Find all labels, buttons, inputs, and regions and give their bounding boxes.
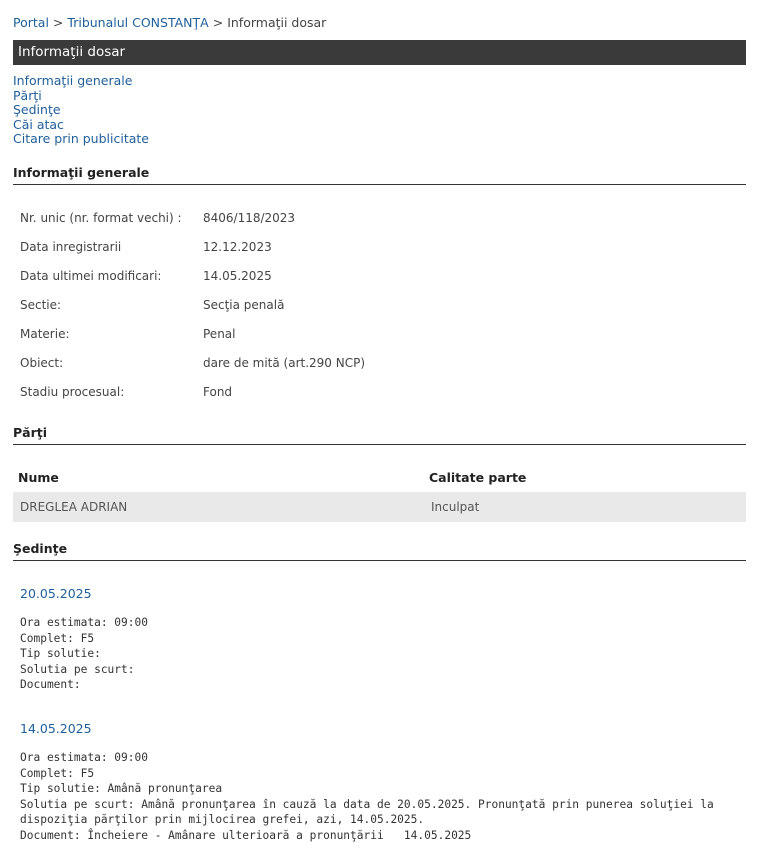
info-label: Obiect: bbox=[20, 356, 64, 370]
party-name: DREGLEA ADRIAN bbox=[20, 500, 128, 514]
table-row bbox=[13, 492, 746, 522]
hearing-panel: Complet: F5 bbox=[20, 631, 95, 645]
info-label: Stadiu procesual: bbox=[20, 385, 125, 399]
column-header-nume: Nume bbox=[18, 470, 59, 485]
info-label: Data ultimei modificari: bbox=[20, 269, 162, 283]
info-label: Nr. unic (nr. format vechi) : bbox=[20, 211, 182, 225]
breadcrumb-portal-link[interactable]: Portal bbox=[13, 15, 49, 30]
hearing-date: 14.05.2025 bbox=[20, 721, 92, 736]
nav-link-informatii-generale[interactable]: Informaţii generale bbox=[13, 73, 133, 88]
nav-link-sedinte[interactable]: Şedinţe bbox=[13, 102, 61, 118]
breadcrumb bbox=[13, 15, 326, 30]
breadcrumb-current: Informaţii dosar bbox=[227, 15, 327, 30]
hearing-document: Document: bbox=[20, 678, 81, 691]
hearing-solution-type: Tip solutie: Amână pronunţarea bbox=[20, 782, 223, 795]
info-value: Fond bbox=[203, 385, 233, 399]
nav-link-citare[interactable]: Citare prin publicitate bbox=[13, 131, 149, 147]
info-value: Penal bbox=[203, 327, 236, 341]
section-heading-informatii-generale: Informaţii generale bbox=[13, 165, 746, 185]
section-heading-sedinte: Şedinţe bbox=[13, 541, 746, 561]
hearing-solution-summary: Solutia pe scurt: Amână pronunţarea în cauză la data de 20.05.2025. Pronunţată prin punerea soluţiei la dispoziţia părţilor prin mijlocirea grefei, azi, 14.05.2025. bbox=[20, 797, 714, 826]
breadcrumb-separator: > bbox=[52, 15, 64, 30]
breadcrumb-court-link[interactable]: Tribunalul CONSTANŢA bbox=[67, 15, 209, 30]
info-value: dare de mită (art.290 NCP) bbox=[203, 356, 366, 370]
hearing-details bbox=[20, 615, 745, 693]
hearing-solution-type: Tip solutie: bbox=[20, 647, 101, 660]
info-value: 8406/118/2023 bbox=[203, 211, 296, 225]
page-title-banner: Informaţii dosar bbox=[13, 40, 746, 65]
hearing-date: 20.05.2025 bbox=[20, 586, 92, 601]
hearing-panel: Complet: F5 bbox=[20, 766, 95, 780]
section-nav bbox=[13, 74, 149, 147]
hearing-time: Ora estimata: 09:00 bbox=[20, 616, 148, 629]
info-label: Sectie: bbox=[20, 298, 62, 312]
section-heading-parti: Părţi bbox=[13, 425, 746, 445]
column-header-calitate: Calitate parte bbox=[429, 470, 527, 485]
hearing-time: Ora estimata: 09:00 bbox=[20, 751, 148, 764]
info-value: 14.05.2025 bbox=[203, 269, 272, 283]
info-label: Data inregistrarii bbox=[20, 240, 122, 254]
hearing-details bbox=[20, 750, 745, 843]
party-role: Inculpat bbox=[431, 500, 480, 514]
hearing-solution-summary: Solutia pe scurt: bbox=[20, 662, 135, 676]
info-value: 12.12.2023 bbox=[203, 240, 272, 254]
hearing-document: Document: Încheiere - Amânare ulterioară a pronunţării 14.05.2025 bbox=[20, 828, 472, 842]
info-label: Materie: bbox=[20, 327, 70, 341]
nav-link-cai-atac[interactable]: Căi atac bbox=[13, 116, 64, 132]
nav-link-parti[interactable]: Părţi bbox=[13, 87, 42, 103]
breadcrumb-separator: > bbox=[212, 15, 224, 30]
info-value: Secţia penală bbox=[203, 298, 285, 312]
